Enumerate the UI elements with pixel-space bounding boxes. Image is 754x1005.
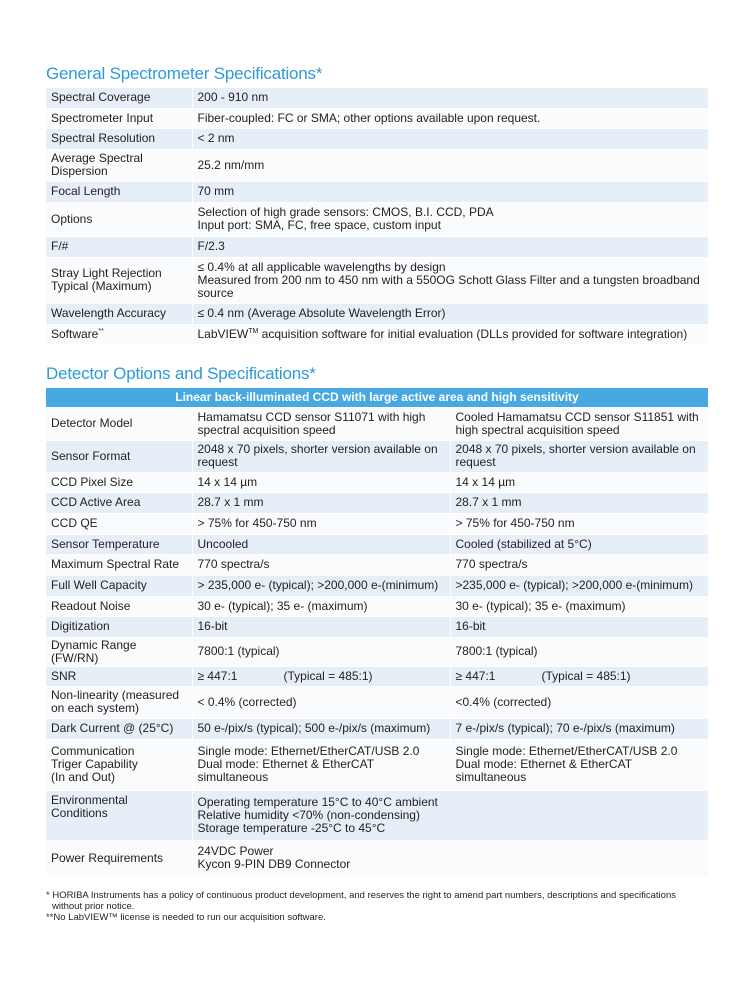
footnote-marker: ** <box>98 328 104 335</box>
snr-min: ≥ 447:1 <box>197 668 238 683</box>
value-b: 2048 x 70 pixels, shorter version available on request <box>450 440 708 472</box>
row-label: Spectrometer Input <box>46 108 192 128</box>
table-row <box>46 513 708 534</box>
value-a <box>192 840 708 876</box>
value-a <box>192 666 450 686</box>
value-b: 7800:1 (typical) <box>450 637 708 666</box>
table-row <box>46 236 708 257</box>
row-value: < 2 nm <box>192 128 708 149</box>
row-value: F/2.3 <box>192 236 708 257</box>
row-label: Maximum Spectral Rate <box>46 554 192 575</box>
value-line: Storage temperature -25°C to 45°C <box>197 820 386 835</box>
table-banner <box>46 388 708 407</box>
labview-name: LabVIEW <box>197 327 249 341</box>
detector-specs-title: Detector Options and Specifications* <box>46 364 316 383</box>
footnotes <box>46 890 686 923</box>
row-label: Sensor Format <box>46 440 192 472</box>
table-row <box>46 202 708 236</box>
value-a: < 0.4% (corrected) <box>192 686 450 718</box>
row-value <box>192 202 708 236</box>
value-b: <0.4% (corrected) <box>450 686 708 718</box>
row-label: Sensor Temperature <box>46 534 192 554</box>
software-label: Software <box>51 327 99 341</box>
table-row <box>46 407 708 440</box>
value-line: Single mode: Ethernet/EtherCAT/USB 2.0 <box>197 744 420 758</box>
value-line: Single mode: Ethernet/EtherCAT/USB 2.0 <box>455 744 678 758</box>
value-a: Hamamatsu CCD sensor S11071 with high spectral acquisition speed <box>192 407 450 440</box>
row-label: Dynamic Range (FW/RN) <box>46 637 192 666</box>
software-desc: acquisition software for initial evaluation (DLLs provided for software integration) <box>258 327 688 341</box>
value-line: Kycon 9-PIN DB9 Connector <box>197 857 351 871</box>
row-label: Power Requirements <box>46 840 192 876</box>
value-a: Uncooled <box>192 534 450 554</box>
table-row <box>46 149 708 181</box>
label-line: Conditions <box>51 805 108 820</box>
row-label <box>46 790 192 840</box>
row-label: Readout Noise <box>46 596 192 616</box>
row-value: 200 - 910 nm <box>192 88 708 108</box>
row-label: Wavelength Accuracy <box>46 303 192 324</box>
row-label: SNR <box>46 666 192 686</box>
value-b: 16-bit <box>450 616 708 637</box>
row-label: Full Well Capacity <box>46 575 192 596</box>
value-a: 30 e- (typical); 35 e- (maximum) <box>192 596 450 616</box>
row-label: Spectral Coverage <box>46 88 192 108</box>
table-row <box>46 88 708 108</box>
table-row <box>46 492 708 513</box>
row-label: Non-linearity (measured on each system) <box>46 686 192 718</box>
row-label: Detector Model <box>46 407 192 440</box>
value-line: ≤ 0.4% at all applicable wavelengths by design <box>197 259 446 274</box>
value-a: 16-bit <box>192 616 450 637</box>
value-a: 2048 x 70 pixels, shorter version available on request <box>192 440 450 472</box>
row-label: CCD QE <box>46 513 192 534</box>
row-label: Spectral Resolution <box>46 128 192 149</box>
value-b: 7 e-/pix/s (typical); 70 e-/pix/s (maximum) <box>450 718 708 739</box>
detector-specs-table <box>46 388 708 877</box>
table-row <box>46 303 708 324</box>
table-row <box>46 128 708 149</box>
value-a: 7800:1 (typical) <box>192 637 450 666</box>
general-specs-title: General Spectrometer Specifications* <box>46 64 323 83</box>
value-line: Dual mode: Ethernet & EtherCAT simultaneous <box>197 757 374 784</box>
value-line: 24VDC Power <box>197 844 274 858</box>
snr-typical: (Typical = 485:1) <box>541 668 631 683</box>
value-a: 770 spectra/s <box>192 554 450 575</box>
label-line: Communication <box>51 744 135 758</box>
table-row <box>46 108 708 128</box>
value-line: Operating temperature 15°C to 40°C ambient <box>197 794 438 809</box>
value-line: Input port: SMA, FC, free space, custom input <box>197 218 441 232</box>
value-a: 14 x 14 µm <box>192 472 450 492</box>
value-line: Measured from 200 nm to 450 nm with a 550OG Schott Glass Filter and a tungsten broadband source <box>197 272 700 300</box>
general-specs-table <box>46 88 708 346</box>
row-label: Stray Light Rejection Typical (Maximum) <box>46 257 192 303</box>
value-b <box>450 739 708 790</box>
value-b: > 75% for 450-750 nm <box>450 513 708 534</box>
table-row <box>46 637 708 666</box>
value-b <box>450 666 708 686</box>
value-a: > 75% for 450-750 nm <box>192 513 450 534</box>
table-row <box>46 686 708 718</box>
row-value <box>192 324 708 345</box>
value-b: >235,000 e- (typical); >200,000 e-(minimum) <box>450 575 708 596</box>
value-line: Dual mode: Ethernet & EtherCAT simultaneous <box>455 757 632 784</box>
value-a: > 235,000 e- (typical); >200,000 e-(minimum) <box>192 575 450 596</box>
row-value: 25.2 nm/mm <box>192 149 708 181</box>
table-row <box>46 472 708 492</box>
snr-min: ≥ 447:1 <box>455 668 496 683</box>
label-line: (In and Out) <box>51 770 116 784</box>
row-value: 70 mm <box>192 181 708 202</box>
value-line: Relative humidity <70% (non-condensing) <box>197 807 420 822</box>
row-value: Fiber-coupled: FC or SMA; other options available upon request. <box>192 108 708 128</box>
value-b: 30 e- (typical); 35 e- (maximum) <box>450 596 708 616</box>
row-label: CCD Pixel Size <box>46 472 192 492</box>
value-b: 14 x 14 µm <box>450 472 708 492</box>
value-a: 28.7 x 1 mm <box>192 492 450 513</box>
row-label: F/# <box>46 236 192 257</box>
table-row <box>46 596 708 616</box>
label-line: Triger Capability <box>51 757 138 771</box>
footnote-1: * HORIBA Instruments has a policy of continuous product development, and reserves the right to amend part numbers, descriptions and specifications without prior notice. <box>46 890 676 912</box>
value-a <box>192 790 708 840</box>
value-b: Cooled Hamamatsu CCD sensor S11851 with high spectral acquisition speed <box>450 407 708 440</box>
row-value <box>192 257 708 303</box>
row-value: ≤ 0.4 nm (Average Absolute Wavelength Error) <box>192 303 708 324</box>
table-row <box>46 440 708 472</box>
value-b: 770 spectra/s <box>450 554 708 575</box>
table-row <box>46 739 708 790</box>
trademark-mark: TM <box>248 328 259 335</box>
table-row <box>46 324 708 345</box>
row-label: Dark Current @ (25°C) <box>46 718 192 739</box>
table-row <box>46 790 708 840</box>
table-row <box>46 554 708 575</box>
table-row <box>46 666 708 686</box>
value-line: Selection of high grade sensors: CMOS, B.I. CCD, PDA <box>197 205 494 219</box>
table-row <box>46 534 708 554</box>
row-label: Options <box>46 202 192 236</box>
row-label: Focal Length <box>46 181 192 202</box>
table-row <box>46 718 708 739</box>
value-a <box>192 739 450 790</box>
row-label <box>46 739 192 790</box>
footnote-2: **No LabVIEW™ license is needed to run our acquisition software. <box>46 912 326 923</box>
row-label <box>46 324 192 345</box>
table-row <box>46 181 708 202</box>
table-row <box>46 575 708 596</box>
value-b: 28.7 x 1 mm <box>450 492 708 513</box>
row-label: Digitization <box>46 616 192 637</box>
snr-typical: (Typical = 485:1) <box>283 668 373 683</box>
value-a: 50 e-/pix/s (typical); 500 e-/pix/s (maximum) <box>192 718 450 739</box>
table-row <box>46 616 708 637</box>
table-row <box>46 840 708 876</box>
row-label: CCD Active Area <box>46 492 192 513</box>
value-b: Cooled (stabilized at 5°C) <box>450 534 708 554</box>
label-line: Environmental <box>51 792 128 807</box>
table-row <box>46 257 708 303</box>
banner-text: Linear back-illuminated CCD with large active area and high sensitivity <box>46 388 708 407</box>
row-label: Average Spectral Dispersion <box>46 149 192 181</box>
